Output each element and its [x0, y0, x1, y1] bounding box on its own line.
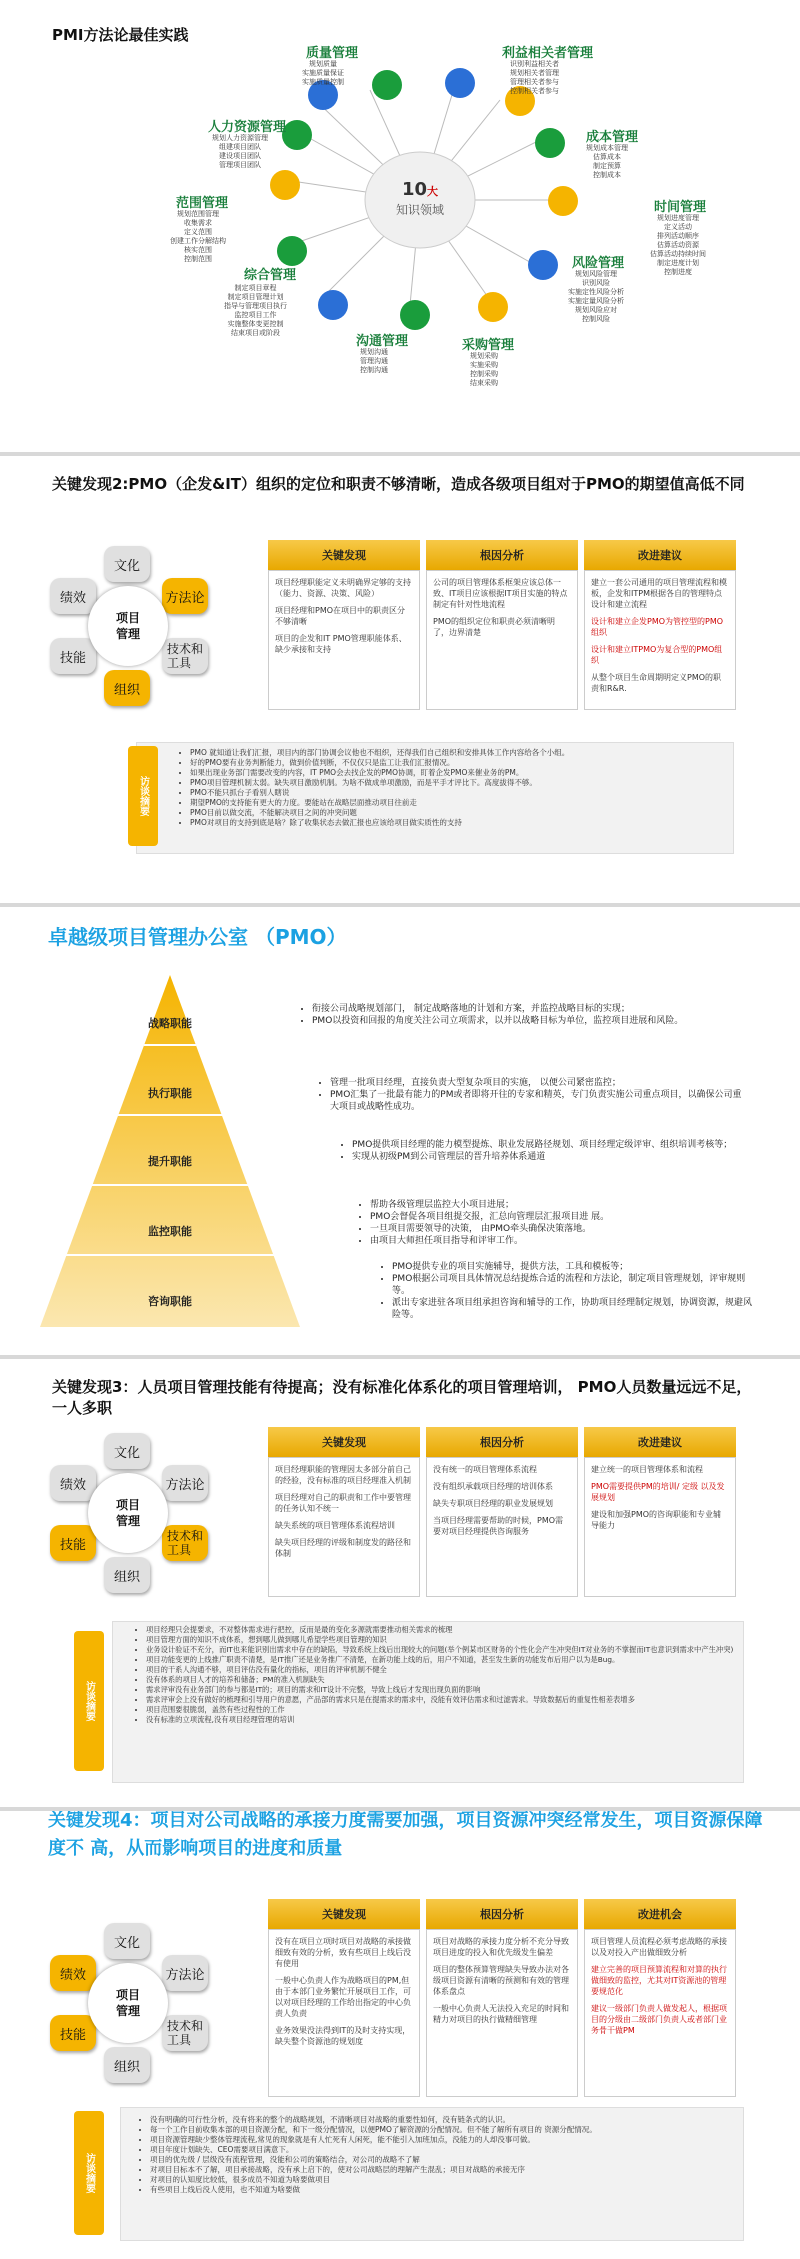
suggestion-item: 设计和建立ITPMO为复合型的PMO组织: [591, 645, 723, 665]
interview-item: • 没有体系的项目人才的培养和储备；PM的准入机制缺失: [146, 1675, 746, 1685]
interview-item: • 需求评审没有业务部门的参与都是IT的；项目的需求和IT设计不完整，导致上线后才发现出现负面的影响: [146, 1685, 746, 1695]
pm-puzzle: [48, 1923, 208, 2083]
interview-item: • 好的PMO要有业务判断能力，做到价值判断，不仅仅只是监工让我们汇报情况。: [190, 758, 736, 768]
puzzle-piece: 技能: [50, 2015, 96, 2051]
level-description: [318, 1077, 750, 1113]
svg-text:10大: 10大: [401, 179, 439, 200]
svg-text:知识领域: 知识领域: [395, 203, 445, 217]
puzzle-piece: 文化: [104, 546, 150, 582]
interview-item: • 如果出现业务部门需要改变的内容，IT PMO会去找企发的PMO协调，盯着企发PMO来催业务的PM。: [190, 768, 736, 778]
node-dot: [372, 70, 402, 100]
column-findings: [268, 1899, 420, 2097]
interview-item: • 项目范围要很脆弱，盖然有些过程性的工作: [146, 1705, 746, 1715]
interview-item: • 项目功能变更的上线推广职责不清楚，是IT推广还是业务推广不清楚，在新功能上线的后，用户不知道，甚至发生新的功能发布后用户以为是Bug。: [146, 1655, 746, 1665]
area-label: 人力资源管理: [208, 120, 287, 135]
column-body: [584, 1457, 736, 1597]
area-label: 沟通管理: [356, 334, 409, 349]
column-suggestions: [584, 540, 736, 710]
puzzle-piece: 技术和 工具: [162, 1525, 208, 1561]
description-item: • 实现从初级PM到公司管理层的晋升培养体系通道: [352, 1151, 752, 1163]
slide-excellent-pmo: [0, 907, 800, 1355]
interview-list: [180, 748, 736, 828]
cause-item: 一般中心负责人无法投入充足的时间和精力对项目的执行做精细管理: [433, 2004, 569, 2024]
opportunity-item: 建议一级部门负责人做发起人，根据项目的分级由二级部门负责人或者部门业务骨干做PM: [591, 2004, 727, 2035]
cause-item: 没有组织承载项目经理的培训体系: [433, 1482, 553, 1491]
column-body: [268, 1457, 420, 1597]
column-findings: [268, 1427, 420, 1597]
area-items: 规划采购 实施采购 控制采购 结束采购: [470, 352, 498, 387]
finding-item: 缺失系统的项目管理体系流程培训: [275, 1521, 395, 1530]
interview-item: • 没有明确的可行性分析，没有将来的整个的战略规划，不清晰项目对战略的重要性如何，没有链条式的认识。: [150, 2115, 746, 2125]
column-header: 根因分析: [426, 1427, 578, 1457]
finding-item: 项目经理对自己的职责和工作中要管理的任务认知不统一: [275, 1493, 411, 1513]
area-label: 质量管理: [306, 46, 359, 61]
interview-item: • 需求评审会上没有做好的梳理和引导用户的意愿，产品部的需求只是在提需求的需求中，没能有效评估需求和过滤需求。导致数据后的重复性相差表增多: [146, 1695, 746, 1705]
slide-title: PMI方法论最佳实践: [52, 26, 189, 44]
area-items: 规划沟通 管理沟通 控制沟通: [360, 348, 388, 374]
node-dot: [400, 300, 430, 330]
puzzle-piece: 技术和 工具: [162, 2015, 208, 2051]
interview-item: • PMO 就知道让我们汇报，项目内的部门协调会议他也不组织，还得我们自己组织和安排具体工作内容给各个小组。: [190, 748, 736, 758]
description-item: • PMO提供专业的项目实施辅导，提供方法，工具和模板等；: [392, 1261, 752, 1273]
puzzle-piece: 组织: [104, 1557, 150, 1593]
node-dot: [318, 290, 348, 320]
pyramid-level: 监控职能: [148, 1225, 192, 1238]
column-root-cause: [426, 1899, 578, 2097]
interview-item: • 对项目的认知度比较低，很多成员不知道为啥要做项目: [150, 2175, 746, 2185]
interview-item: • 项目的优先级 / 层级没有流程管理，没能和公司的策略结合，对公司的战略不了解: [150, 2155, 746, 2165]
node-dot: [277, 236, 307, 266]
cause-item: 没有统一的项目管理体系流程: [433, 1465, 537, 1474]
slide-title: 卓越级项目管理办公室 （PMO）: [48, 925, 347, 949]
node-dot: [548, 186, 578, 216]
interview-item: • PMO目前以做交流，不能解决项目之间的冲突问题: [190, 808, 736, 818]
area-items: 识别利益相关者 规划相关者管理 管理相关者参与 控制相关者参与: [510, 60, 559, 95]
column-body: [268, 1929, 420, 2097]
description-item: • 帮助各级管理层监控大小项目进展；: [370, 1199, 750, 1211]
area-label: 综合管理: [244, 268, 297, 283]
column-body: [426, 1457, 578, 1597]
interview-item: • 没有标准的立项流程,没有项目经理管理的培训: [146, 1715, 746, 1725]
pm-puzzle: [48, 1433, 208, 1593]
suggestion-item: 建立统一的项目管理体系和流程: [591, 1465, 703, 1474]
finding-item: 一般中心负责人作为战略项目的PM,但由于本部门业务繁忙开展项目工作，可以对项目经理的工作给出指定的中心负责人负责: [275, 1976, 411, 2018]
node-dot: [478, 292, 508, 322]
column-body: [268, 570, 420, 710]
puzzle-piece: 组织: [104, 2047, 150, 2083]
column-opportunities: [584, 1899, 736, 2097]
slide-title: 关键发现3：人员项目管理技能有待提高；没有标准化体系化的项目管理培训， PMO人员数量远远不足， 一人多职: [52, 1378, 752, 1417]
cause-item: 项目的整体预算管理缺失导致办法对各级项目资源有清晰的预测和有效的管理体系盘点: [433, 1965, 569, 1996]
opportunity-item: 建立完善的项目预算流程和对算的执行做细致的监控，尤其对IT资源池的管理要规范化: [591, 1965, 727, 1996]
puzzle-piece: 文化: [104, 1433, 150, 1469]
column-findings: [268, 540, 420, 710]
description-item: • 一旦项目需要领导的决策， 由PMO牵头确保决策落地。: [370, 1223, 750, 1235]
level-description: [358, 1199, 750, 1247]
node-dot: [445, 68, 475, 98]
description-item: • 由项目大师担任项目指导和评审工作。: [370, 1235, 750, 1247]
column-header: 关键发现: [268, 540, 420, 570]
column-header: 根因分析: [426, 1899, 578, 1929]
finding-item: 业务效果没法得到IT的及时支持实现，缺失整个资源池的规划度: [275, 2026, 411, 2046]
cause-item: 公司的项目管理体系框架应该总体一致、IT项目应该根据IT项目实施的特点制定有针对性地流程: [433, 578, 568, 609]
interview-item: • 项目资源管理缺少整体管理流程,常见的现象就是有人忙死有人闲死，能不能引入加班加点，没能力的人却没事可做。: [150, 2135, 746, 2145]
area-items: 规划质量 实施质量保证 实施质量控制: [302, 60, 344, 86]
interview-item: • 业务设计验证不充分，而IT也来能识别出需求中存在的缺陷，导致系统上线后出现较大的问题(举个例某市区财务的个性化会产生冲突但IT对业务的不掌握而IT也意识到需求中产生冲突): [146, 1645, 746, 1655]
interview-list: [140, 2115, 746, 2195]
finding-item: 缺失项目经理的评级和制度发的路径和体制: [275, 1538, 411, 1558]
area-items: 规划成本管理 估算成本 制定预算 控制成本: [586, 144, 628, 179]
interview-item: • 对项目目标本不了解，项目承接战略，没有承上启下的，使对公司战略层的理解产生混乱；项目对战略的承接无序: [150, 2165, 746, 2175]
column-body: [584, 1929, 736, 2097]
interview-item: • 有些项目上线后没人使用，也不知道为啥要做: [150, 2185, 746, 2195]
interview-tag: 访谈摘要: [74, 2111, 104, 2235]
interview-item: • 项目的干系人沟通不够，项目评估没有量化的指标，项目的评审机制不健全: [146, 1665, 746, 1675]
puzzle-core: 项目 管理: [88, 586, 168, 666]
level-description: [300, 1003, 732, 1027]
interview-tag: 访谈摘要: [128, 746, 158, 846]
analysis-columns: [268, 540, 736, 710]
description-item: • PMO以投资和回报的角度关注公司立项需求，以并以战略目标为单位，监控项目进展和风险。: [312, 1015, 732, 1027]
column-header: 改进建议: [584, 540, 736, 570]
suggestion-item: 从整个项目生命周期明定义PMO的职责和R&R.: [591, 673, 722, 693]
suggestion-item: 建设和加强PMO的咨询职能和专业辅导能力: [591, 1510, 722, 1530]
puzzle-piece: 组织: [104, 670, 150, 706]
area-label: 采购管理: [462, 338, 515, 353]
area-label: 范围管理: [176, 196, 229, 211]
area-label: 风险管理: [572, 256, 625, 271]
finding-item: 项目经理职能定义未明确界定够的支持（能力、资源、决策、风险）: [275, 578, 411, 598]
area-label: 时间管理: [654, 200, 707, 215]
area-items: 规划风险管理 识别风险 实施定性风险分析 实施定量风险分析 规划风险应对 控制风险: [568, 270, 624, 323]
puzzle-core: 项目 管理: [88, 1473, 168, 1553]
node-dot: [535, 128, 565, 158]
column-header: 根因分析: [426, 540, 578, 570]
description-item: • PMO汇集了一批最有能力的PM或者即将开往的专家和精英，专门负责实施公司重点项目，以确保公司重大项目或战略性成功。: [330, 1089, 750, 1113]
level-description: [340, 1139, 752, 1163]
puzzle-piece: 技能: [50, 1525, 96, 1561]
finding-item: 项目经理和PMO在项目中的职责区分不够清晰: [275, 606, 406, 626]
puzzle-piece: 文化: [104, 1923, 150, 1959]
cause-item: 当项目经理需要帮助的时候，PMO需要对项目经理提供咨询服务: [433, 1516, 564, 1536]
puzzle-piece: 绩效: [50, 1955, 96, 1991]
pyramid-level: 战略职能: [148, 1017, 192, 1030]
pyramid-level: 执行职能: [148, 1087, 192, 1100]
finding-item: 没有在项目立项时项目对战略的承接做细致有效的分析，致有些项目上线后没有使用: [275, 1937, 411, 1968]
pm-puzzle: [48, 546, 208, 706]
puzzle-piece: 绩效: [50, 578, 96, 614]
description-item: • 衔接公司战略规划部门， 制定战略落地的计划和方案，并监控战略目标的实现；: [312, 1003, 732, 1015]
slide-pmi-methodology: [0, 0, 800, 452]
area-items: 制定项目章程 制定项目管理计划 指导与管理项目执行 监控项目工作 实施整体变更控制 结束项目或阶段: [224, 284, 287, 337]
column-header: 改进机会: [584, 1899, 736, 1929]
puzzle-piece: 技术和 工具: [162, 638, 208, 674]
puzzle-piece: 方法论: [162, 578, 208, 614]
description-item: • 管理一批项目经理，直接负责大型复杂项目的实施， 以便公司紧密监控；: [330, 1077, 750, 1089]
analysis-columns: [268, 1899, 736, 2097]
column-body: [426, 1929, 578, 2097]
pyramid-level: 咨询职能: [148, 1295, 192, 1308]
column-header: 关键发现: [268, 1899, 420, 1929]
slide-title: 关键发现2:PMO（企发&IT）组织的定位和职责不够清晰，造成各级项目组对于PMO的期望值高低不同: [52, 475, 745, 493]
area-items: 规划范围管理 收集需求 定义范围 创建工作分解结构 核实范围 控制范围: [170, 210, 226, 263]
finding-item: 项目的企发和IT PMO管理职能体系、缺少承接和支持: [275, 634, 407, 654]
description-item: • PMO根据公司项目具体情况总结提炼合适的流程和方法论，制定项目管理规划，评审规则等。: [392, 1273, 752, 1297]
puzzle-piece: 方法论: [162, 1465, 208, 1501]
column-root-cause: [426, 1427, 578, 1597]
puzzle-piece: 绩效: [50, 1465, 96, 1501]
column-header: 改进建议: [584, 1427, 736, 1457]
opportunity-item: 项目管理人员流程必须考虑战略的承接以及对投入产出做细致分析: [591, 1937, 727, 1957]
slide-finding-3: [0, 1359, 800, 1807]
suggestion-item: PMO需要提供PM的培训/ 定级 以及发展规划: [591, 1482, 725, 1502]
puzzle-piece: 方法论: [162, 1955, 208, 1991]
interview-item: • 每一个工作目前收集本部的项目资源分配，和下一级分配情况，以便PMO了解资源的分配情况。但不能了解所有项目的 资源分配情况。: [150, 2125, 746, 2135]
interview-item: • PMO不能只抓台子看别人瞎说: [190, 788, 736, 798]
suggestion-item: 设计和建立企发PMO为管控型的PMO组织: [591, 617, 724, 637]
node-dot: [270, 170, 300, 200]
slide-title: 关键发现4：项目对公司战略的承接力度需要加强，项目资源冲突经常发生，项目资源保障度不 高，从而影响项目的进度和质量: [48, 1811, 763, 1859]
suggestion-item: 建立一套公司通用的项目管理流程和模板，企发和ITPM根据各自的管理特点设计和建立流程: [591, 578, 727, 609]
area-items: 规划进度管理 定义活动 排列活动顺序 估算活动资源 估算活动持续时间 制定进度计划 控制进度: [650, 214, 706, 276]
description-item: • PMO提供项目经理的能力模型提炼、职业发展路径规划、项目经理定级评审、组织培训考核等；: [352, 1139, 752, 1151]
area-label: 利益相关者管理: [502, 46, 594, 61]
interview-item: • 项目年度计划缺失、CEO需要项目满意下。: [150, 2145, 746, 2155]
puzzle-piece: 技能: [50, 638, 96, 674]
analysis-columns: [268, 1427, 736, 1597]
node-dot: [282, 120, 312, 150]
interview-item: • PMO项目管理机制太弱。缺失项目激励机制。为啥不做成单项激励，而是平手才评比下。高度拔得不够。: [190, 778, 736, 788]
interview-item: • 期望PMO的支持能有更大的力度。要能站在战略层面推动项目往前走: [190, 798, 736, 808]
slide-finding-2: [0, 456, 800, 903]
slide-finding-4: [0, 1811, 800, 2259]
cause-item: 项目对战略的承接力度分析不充分导致项目进度的投入和优先级发生偏差: [433, 1937, 569, 1957]
column-suggestions: [584, 1427, 736, 1597]
column-body: [584, 570, 736, 710]
column-header: 关键发现: [268, 1427, 420, 1457]
level-description: [380, 1261, 752, 1321]
interview-item: • 项目经理只会提要求，不对整体需求进行把控，反而是最的变化多源就需要推动相关需求的梳理: [146, 1625, 746, 1635]
description-item: • 派出专家进驻各项目组承担咨询和辅导的工作，协助项目经理制定规划，协调资源，规避风险等。: [392, 1297, 752, 1321]
interview-item: • PMO对项目的支持到底是啥？除了收集状态去做汇报也应该给项目做实质性的支持: [190, 818, 736, 828]
puzzle-core: 项目 管理: [88, 1963, 168, 2043]
area-label: 成本管理: [586, 130, 639, 145]
pyramid-level: 提升职能: [148, 1155, 192, 1168]
interview-item: • 项目管理方面的知识不成体系，想到哪儿做到哪儿希望学些项目管理的知识: [146, 1635, 746, 1645]
node-dot: [528, 250, 558, 280]
finding-item: 项目经理职能的管理因太多部分前自己的经验，没有标准的项目经理准入机制: [275, 1465, 411, 1485]
column-body: [426, 570, 578, 710]
interview-list: [136, 1625, 746, 1725]
area-items: 规划人力资源管理 组建项目团队 建设项目团队 管理项目团队: [212, 134, 268, 169]
interview-tag: 访谈摘要: [74, 1631, 104, 1771]
cause-item: 缺失专职项目经理的职业发展规划: [433, 1499, 553, 1508]
column-root-cause: [426, 540, 578, 710]
description-item: • PMO会督促各项目组提交报，汇总向管理层汇报项目进 展。: [370, 1211, 750, 1223]
cause-item: PMO的组织定位和职责必须清晰明了，边界清楚: [433, 617, 556, 637]
